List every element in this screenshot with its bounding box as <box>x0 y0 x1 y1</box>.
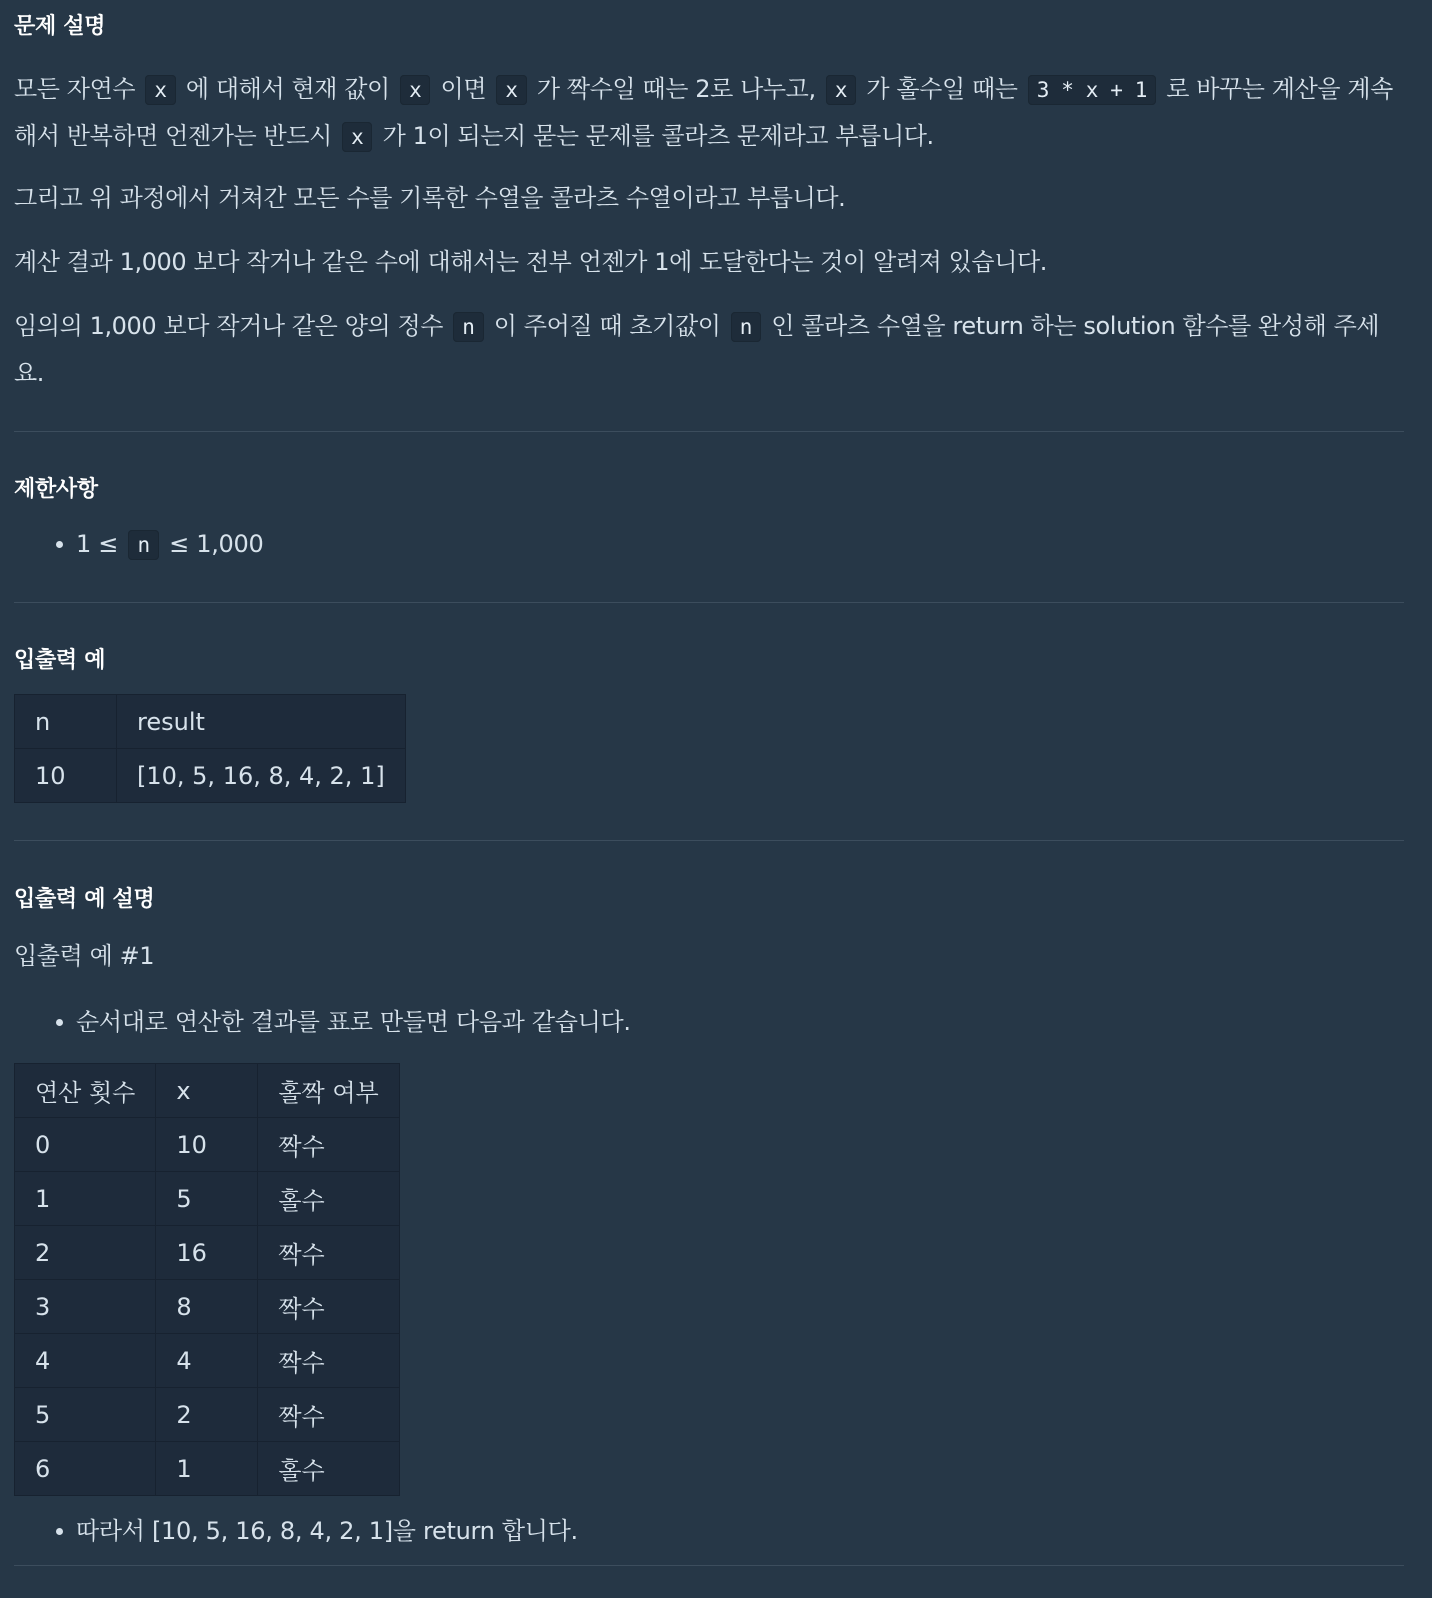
table-header-row <box>15 695 406 749</box>
collatz-steps-table <box>14 1063 400 1496</box>
constraints-list <box>14 524 263 565</box>
table-cell: 짝수 <box>258 1334 399 1388</box>
description-paragraph-4: 임의의 1,000 보다 작거나 같은 양의 정수 n 이 주어질 때 초기값이 n 인 콜라츠 수열을 return 하는 solution 함수를 완성해 주세요. <box>14 312 1380 387</box>
table-cell: 6 <box>15 1442 156 1496</box>
table-cell: 짝수 <box>258 1226 399 1280</box>
table-cell: 8 <box>156 1280 258 1334</box>
code-n: n <box>731 312 761 342</box>
table-cell: 2 <box>15 1226 156 1280</box>
io-explanation-conclusion-list <box>14 1511 578 1551</box>
table-cell: 홀수 <box>258 1442 399 1496</box>
table-header-cell: x <box>156 1064 258 1118</box>
section-divider <box>14 1565 1404 1566</box>
table-cell: 4 <box>156 1334 258 1388</box>
list-item: 따라서 [10, 5, 16, 8, 4, 2, 1]을 return 합니다. <box>54 1511 578 1551</box>
table-cell: 홀수 <box>258 1172 399 1226</box>
table-cell: 짝수 <box>258 1280 399 1334</box>
code-x: x <box>400 75 430 105</box>
io-explanation-list <box>14 1002 631 1042</box>
code-n: n <box>128 530 158 560</box>
table-header-cell: 연산 횟수 <box>15 1064 156 1118</box>
table-cell: 짝수 <box>258 1388 399 1442</box>
section-divider <box>14 840 1404 841</box>
code-expression: 3 * x + 1 <box>1028 75 1156 105</box>
table-cell: 1 <box>15 1172 156 1226</box>
table-cell: 1 <box>156 1442 258 1496</box>
section-heading-io-explanation: 입출력 예 설명 <box>14 887 155 912</box>
table-header-cell: result <box>117 695 406 749</box>
section-heading-constraints: 제한사항 <box>14 477 98 502</box>
code-n: n <box>453 312 483 342</box>
table-cell: 10 <box>15 749 117 803</box>
table-row <box>15 1118 400 1172</box>
code-x: x <box>342 122 372 152</box>
table-cell: 짝수 <box>258 1118 399 1172</box>
description-paragraph-2: 그리고 위 과정에서 거쳐간 모든 수를 기록한 수열을 콜라츠 수열이라고 부릅니다. <box>14 184 846 212</box>
table-row <box>15 1172 400 1226</box>
io-example-table <box>14 694 406 803</box>
table-cell: 3 <box>15 1280 156 1334</box>
table-row <box>15 1280 400 1334</box>
table-cell: 4 <box>15 1334 156 1388</box>
list-item: 순서대로 연산한 결과를 표로 만들면 다음과 같습니다. <box>54 1002 631 1042</box>
section-heading-io-example: 입출력 예 <box>14 648 106 673</box>
table-cell: 5 <box>156 1172 258 1226</box>
code-x: x <box>496 75 526 105</box>
table-cell: [10, 5, 16, 8, 4, 2, 1] <box>117 749 406 803</box>
section-divider <box>14 431 1404 432</box>
table-row <box>15 749 406 803</box>
description-paragraph-1: 모든 자연수 x 에 대해서 현재 값이 x 이면 x 가 짝수일 때는 2로 나누고, x 가 홀수일 때는 3 * x + 1 로 바꾸는 계산을 계속해서 반복하면 언젠가는 반드시 x 가 1이 되는지 묻는 문제를 콜라츠 문제라고 부릅니다. <box>14 75 1393 150</box>
code-x: x <box>145 75 175 105</box>
table-header-row <box>15 1064 400 1118</box>
section-heading-description: 문제 설명 <box>14 14 106 39</box>
table-row <box>15 1334 400 1388</box>
description-paragraph-3: 계산 결과 1,000 보다 작거나 같은 수에 대해서는 전부 언젠가 1에 도달한다는 것이 알려져 있습니다. <box>14 248 1048 276</box>
table-cell: 2 <box>156 1388 258 1442</box>
table-row <box>15 1442 400 1496</box>
table-cell: 0 <box>15 1118 156 1172</box>
section-divider <box>14 602 1404 603</box>
code-x: x <box>826 75 856 105</box>
table-row <box>15 1388 400 1442</box>
io-explanation-subtitle: 입출력 예 #1 <box>14 942 155 970</box>
table-cell: 16 <box>156 1226 258 1280</box>
table-cell: 5 <box>15 1388 156 1442</box>
table-header-cell: 홀짝 여부 <box>258 1064 399 1118</box>
constraint-item: 1 ≤ n ≤ 1,000 <box>54 524 263 565</box>
table-row <box>15 1226 400 1280</box>
table-header-cell: n <box>15 695 117 749</box>
table-cell: 10 <box>156 1118 258 1172</box>
